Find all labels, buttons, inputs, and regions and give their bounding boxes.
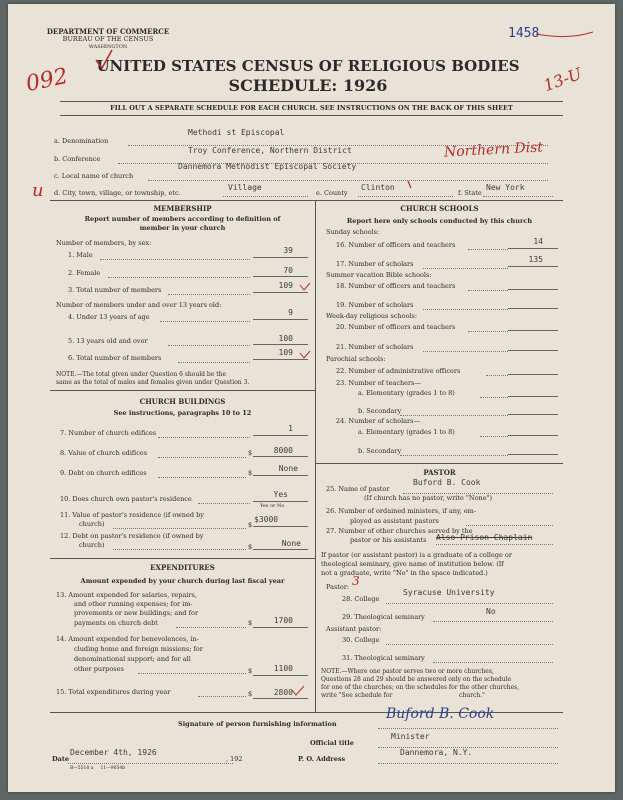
state-label: f. State xyxy=(458,189,482,197)
pastor-note-3: for one of the churches; on the schedules for the other churches, xyxy=(321,684,520,691)
city-label: d. City, town, village, or township, etc. xyxy=(54,189,181,197)
q11-label-1: 11. Value of pastor's residence (if owned by xyxy=(60,511,204,519)
po-address-label: P. O. Address xyxy=(298,755,346,763)
schedule-year: SCHEDULE: 1926 xyxy=(228,76,388,95)
q15-value: 2800 xyxy=(273,688,293,697)
q27-value: Also Prison Chaplain xyxy=(436,533,533,542)
q24b-label: b. Secondary xyxy=(358,447,402,455)
q17-label: 17. Number of scholars xyxy=(336,260,414,268)
general-instruction: FILL OUT A SEPARATE SCHEDULE FOR EACH CHURCH. SEE INSTRUCTIONS ON THE BACK OF THIS SHEET xyxy=(110,104,513,112)
date-year-suffix: , 192 xyxy=(226,755,243,763)
q13-label-1: 13. Amount expended for salaries, repairs, xyxy=(56,591,197,599)
age-header-label: Number of members under and over 13 years old: xyxy=(56,301,222,309)
city-name: WASHINGTON xyxy=(88,44,128,50)
number-arc-icon xyxy=(536,32,593,37)
q13-value: 1700 xyxy=(273,616,293,625)
schools-subtitle: Report here only schools conducted by this church xyxy=(346,217,533,225)
q15-check-icon xyxy=(292,686,304,695)
official-title-label: Official title xyxy=(310,739,354,747)
q14-label-1: 14. Amount expended for benevolences, in- xyxy=(56,635,199,643)
county-value: Clinton xyxy=(361,183,395,192)
q23a-label: a. Elementary (grades 1 to 8) xyxy=(358,389,455,397)
bureau-name: BUREAU OF THE CENSUS xyxy=(62,35,154,43)
q16-value: 14 xyxy=(533,237,543,246)
graduate-instruction-2: theological seminary, give name of institution below. (If xyxy=(321,560,504,568)
q6-label: 6. Total number of members xyxy=(68,354,162,362)
pastor-note-4: write "See schedule for church." xyxy=(321,692,485,699)
q13-dollar: $ xyxy=(248,619,253,627)
q29-value: No xyxy=(486,607,496,616)
schedule-number: 1458 xyxy=(508,26,540,41)
q25-label: 25. Name of pastor xyxy=(326,485,390,493)
q28-label: 28. College xyxy=(342,595,380,603)
q10-value: Yes xyxy=(273,490,288,499)
q10-label: 10. Does church own pastor's residence xyxy=(60,495,192,503)
q23b-label: b. Secondary xyxy=(358,407,402,415)
q18-label: 18. Number of officers and teachers xyxy=(336,282,456,290)
q4-value: 9 xyxy=(288,308,293,317)
form-title: UNITED STATES CENSUS OF RELIGIOUS BODIES xyxy=(96,57,520,75)
q22-label: 22. Number of administrative officers xyxy=(336,367,461,375)
local-name-label: c. Local name of church xyxy=(54,172,134,180)
denomination-label: a. Denomination xyxy=(54,137,109,145)
q24-label: 24. Number of scholars— xyxy=(336,417,420,425)
q20-label: 20. Number of officers and teachers xyxy=(336,323,456,331)
q19-label: 19. Number of scholars xyxy=(336,301,414,309)
q27-label-1: 27. Number of other churches served by the xyxy=(326,527,473,535)
po-address-value: Dannemora, N.Y. xyxy=(400,748,473,757)
handwritten-check-marks xyxy=(8,4,615,792)
q3-value: 109 xyxy=(278,281,293,290)
q1-value: 39 xyxy=(283,246,293,255)
membership-subtitle-2: member in your church xyxy=(139,224,226,232)
form-code: B—5518 a 11—9054b xyxy=(70,766,126,771)
q4-label: 4. Under 13 years of age xyxy=(68,313,150,321)
q6-value: 109 xyxy=(278,348,293,357)
date-label: Date xyxy=(52,755,69,763)
q21-label: 21. Number of scholars xyxy=(336,343,414,351)
q9-value: None xyxy=(278,464,298,473)
conference-handwritten-note: Northern Dist xyxy=(443,139,544,161)
pastor-note-2: Questions 28 and 29 should be answered only on the schedule xyxy=(321,676,512,683)
q12-label-2: church) xyxy=(79,541,105,549)
expenditures-title: EXPENDITURES xyxy=(150,563,215,572)
q3-check-icon xyxy=(300,283,310,290)
q5-label: 5. 13 years old and over xyxy=(68,337,148,345)
graduate-instruction-3: not a graduate, write "No" in the space indicated.) xyxy=(321,569,488,577)
q13-label-3: provements or new buildings; and for xyxy=(74,609,199,617)
local-name-value: Dannemora Methodist Episcopal Society xyxy=(178,162,357,171)
q23-label: 23. Number of teachers— xyxy=(336,379,421,387)
membership-title: MEMBERSHIP xyxy=(153,204,212,213)
q26-label-2: ployed as assistant pastors xyxy=(350,517,439,525)
q11-dollar: $ xyxy=(248,521,253,529)
handwritten-mark-right: 13-U xyxy=(540,63,585,96)
date-value: December 4th, 1926 xyxy=(70,748,157,757)
membership-subtitle-1: Report number of members according to definition of xyxy=(84,215,281,223)
membership-note-1: NOTE.—The total given under Question 6 should be the xyxy=(56,371,227,378)
q12-dollar: $ xyxy=(248,543,253,551)
members-by-sex-label: Number of members, by sex: xyxy=(56,239,152,247)
q8-dollar: $ xyxy=(248,449,253,457)
q7-value: 1 xyxy=(288,424,293,433)
q11-label-2: church) xyxy=(79,520,105,528)
pastor-title: PASTOR xyxy=(423,468,456,477)
q1-label: 1. Male xyxy=(68,251,93,259)
q7-label: 7. Number of church edifices xyxy=(60,429,157,437)
q25-note: (If church has no pastor, write "None") xyxy=(364,494,493,502)
q30-label: 30. College xyxy=(342,636,380,644)
q13-label-2: and other running expenses; for im- xyxy=(74,600,193,608)
q14-dollar: $ xyxy=(248,667,253,675)
city-value: Village xyxy=(228,183,262,192)
summer-schools-label: Summer vacation Bible schools: xyxy=(326,271,432,279)
handwritten-mark-u: u xyxy=(32,180,44,201)
sunday-schools-label: Sunday schools: xyxy=(326,228,380,236)
county-tick-icon xyxy=(408,181,411,188)
q2-value: 70 xyxy=(283,266,293,275)
q25-value: Buford B. Cook xyxy=(413,478,481,487)
q15-label: 15. Total expenditures during year xyxy=(56,688,171,696)
q26-label-1: 26. Number of ordained ministers, if any, em- xyxy=(326,507,477,515)
parochial-schools-label: Parochial schools: xyxy=(326,355,386,363)
q14-label-2: cluding home and foreign missions; for xyxy=(74,645,203,653)
q14-value: 1100 xyxy=(273,664,293,673)
q6-check-icon xyxy=(300,351,310,358)
pastor-note-1: NOTE.—Where one pastor serves two or more churches, xyxy=(321,668,494,675)
dept-name: DEPARTMENT OF COMMERCE xyxy=(46,27,170,36)
q17-value: 135 xyxy=(528,255,543,264)
signature-label: Signature of person furnishing information xyxy=(178,720,337,728)
signature: Buford B. Cook xyxy=(386,706,495,722)
q24a-label: a. Elementary (grades 1 to 8) xyxy=(358,428,455,436)
title-check-icon xyxy=(96,50,112,68)
schools-title: CHURCH SCHOOLS xyxy=(400,204,479,213)
q9-dollar: $ xyxy=(248,469,253,477)
q14-label-3: denominational support; and for all xyxy=(74,655,191,663)
membership-note-2: same as the total of males and females given under Question 3. xyxy=(56,379,250,386)
q29-label: 29. Theological seminary xyxy=(342,613,425,621)
conference-value: Troy Conference, Northern District xyxy=(188,146,352,155)
q8-label: 8. Value of church edifices xyxy=(60,449,148,457)
q8-value: 8000 xyxy=(273,446,293,455)
yes-no-caption: Yes or No xyxy=(260,503,285,509)
q12-label-1: 12. Debt on pastor's residence (if owned by xyxy=(60,532,204,540)
buildings-subtitle: See instructions, paragraphs 10 to 12 xyxy=(113,409,252,417)
q28-value: Syracuse University xyxy=(403,588,495,597)
pastor-handwritten-mark: 3 xyxy=(352,574,360,588)
assistant-pastor-label: Assistant pastor: xyxy=(326,625,382,633)
q31-label: 31. Theological seminary xyxy=(342,654,425,662)
q3-label: 3. Total number of members xyxy=(68,286,162,294)
q5-value: 100 xyxy=(278,334,293,343)
census-schedule-sheet xyxy=(8,4,615,792)
q12-value: None xyxy=(281,539,301,548)
buildings-title: CHURCH BUILDINGS xyxy=(139,397,226,406)
pastor-label: Pastor: xyxy=(326,583,350,591)
conference-label: b. Conference xyxy=(54,155,101,163)
state-value: New York xyxy=(486,183,525,192)
q16-label: 16. Number of officers and teachers xyxy=(336,241,456,249)
q11-value: $3000 xyxy=(254,515,279,524)
q2-label: 2. Female xyxy=(68,269,101,277)
q15-dollar: $ xyxy=(248,690,253,698)
denomination-value: Methodi st Episcopal xyxy=(188,128,285,137)
weekday-schools-label: Week-day religious schools: xyxy=(326,312,418,320)
graduate-instruction-1: If pastor (or assistant pastor) is a graduate of a college or xyxy=(321,551,512,559)
county-label: e. County xyxy=(316,189,348,197)
official-title-value: Minister xyxy=(391,732,430,741)
expenditures-subtitle: Amount expended by your church during last fiscal year xyxy=(80,577,285,585)
q9-label: 9. Debt on church edifices xyxy=(60,469,147,477)
q14-label-4: other purposes xyxy=(74,665,124,673)
q13-label-4: payments on church debt xyxy=(74,619,158,627)
handwritten-mark-left: 092 xyxy=(23,63,71,98)
q27-label-2: pastor or his assistants xyxy=(350,536,427,544)
